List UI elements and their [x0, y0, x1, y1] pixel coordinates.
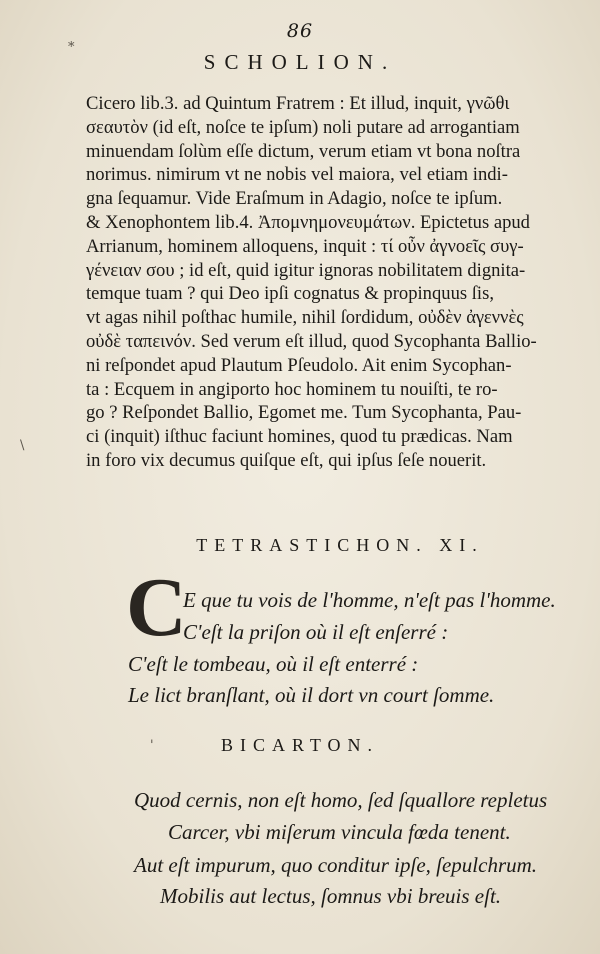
- prose-line: Arrianum, hominem alloquens, inquit : τί οὖν ἀγνοεῖς συγ-: [86, 235, 524, 257]
- french-verse: C'eſt le tombeau, où il eſt enterré :: [128, 652, 419, 676]
- page-title: SCHOLION.: [203, 50, 397, 74]
- tetrastichon-heading: TETRASTICHON. XI.: [196, 535, 484, 555]
- page-number: 86: [286, 20, 314, 42]
- prose-line: γένειαν σου ; id eſt, quid igitur ignoras nobilitatem dignita-: [86, 259, 526, 281]
- prose-line: in foro vix decumus quiſque eſt, qui ipſus ſeſe nouerit.: [86, 449, 487, 471]
- prose-line: οὐδὲ ταπεινόν. Sed verum eſt illud, quod Sycophanta Ballio-: [86, 330, 537, 352]
- prose-line: ni reſpondet apud Plautum Pſeudolo. Ait enim Sycophan-: [86, 354, 512, 376]
- prose-line: temque tuam ? qui Deo ipſi cognatus & propinquus ſis,: [86, 283, 494, 305]
- french-verse: E que tu vois de l'homme, n'eſt pas l'homme.: [183, 588, 556, 612]
- margin-mark: \: [20, 438, 25, 453]
- latin-verse: Mobilis aut lectus, ſomnus vbi breuis eſt.: [160, 884, 502, 908]
- drop-cap: C: [126, 561, 187, 654]
- prose-line: ta : Ecquem in angiporto hoc hominem tu nouiſti, te ro-: [86, 378, 498, 400]
- latin-verse: Aut eſt impurum, quo conditur ipſe, ſepulchrum.: [134, 853, 538, 877]
- margin-mark: *: [68, 40, 75, 55]
- french-verse: C'eſt la priſon où il eſt enſerré :: [183, 620, 449, 644]
- latin-verse: Quod cernis, non eſt homo, ſed ſquallore repletus: [134, 788, 548, 812]
- prose-line: go ? Reſpondet Ballio, Egomet me. Tum Sycophanta, Pau-: [86, 402, 522, 424]
- bicarton-heading: BICARTON.: [220, 735, 380, 755]
- prose-line: minuendam ſolùm eſſe dictum, verum etiam vt bona noſtra: [86, 140, 521, 162]
- prose-line: vt agas nihil poſthac humile, nihil ſordidum, οὐδὲν ἀγεννὲς: [86, 307, 524, 329]
- prose-line: gna ſequamur. Vide Eraſmum in Adagio, noſce te ipſum.: [86, 188, 503, 210]
- prose-line: Cicero lib.3. ad Quintum Fratrem : Et illud, inquit, γνῶθι: [86, 93, 510, 114]
- prose-line: ci (inquit) iſthuc faciunt homines, quod tu prædicas. Nam: [86, 426, 513, 448]
- latin-verse: Carcer, vbi miſerum vincula fœda tenent.: [168, 820, 511, 844]
- scholion-text: [86, 92, 586, 473]
- french-verse: Le lict branſlant, où il dort vn court ſomme.: [128, 683, 495, 707]
- margin-mark: ': [150, 738, 154, 753]
- prose-line: & Xenophontem lib.4. Ἀπομνημονευμάτων. Epictetus apud: [86, 211, 530, 233]
- prose-line: norimus. nimirum vt ne nobis vel maiora, vel etiam indi-: [86, 164, 508, 186]
- prose-line: σεαυτὸν (id eſt, noſce te ipſum) noli putare ad arrogantiam: [86, 116, 520, 138]
